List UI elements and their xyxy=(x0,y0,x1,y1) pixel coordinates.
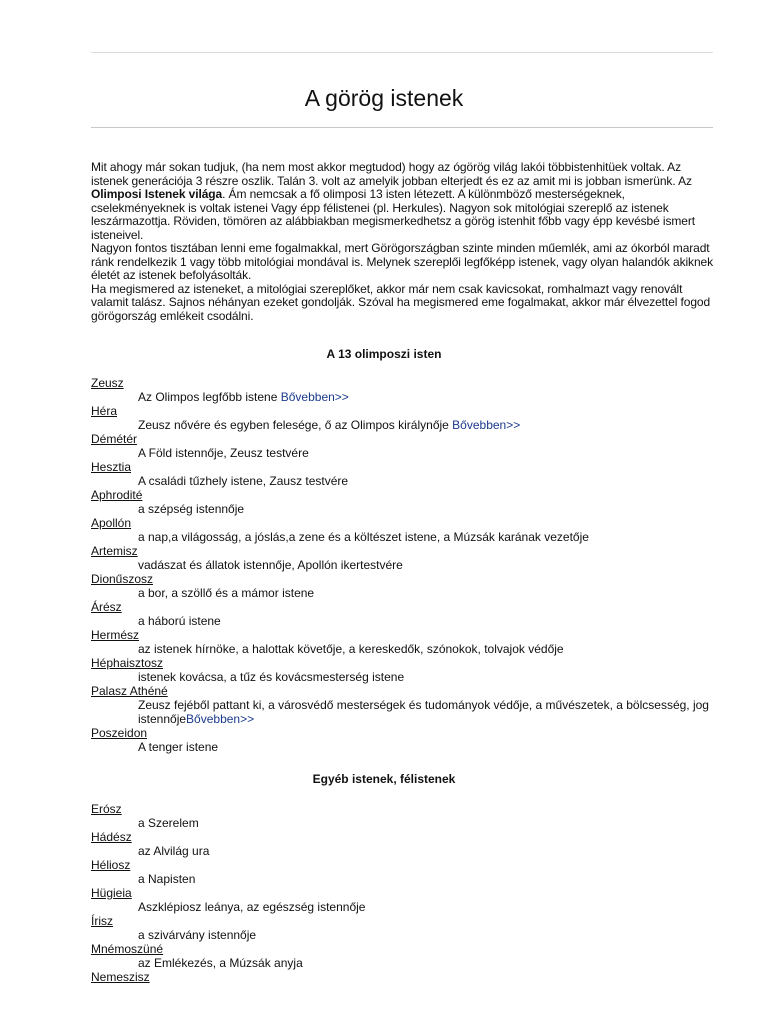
god-description-text: Az Olimpos legfőbb istene xyxy=(138,390,281,404)
god-entry xyxy=(91,376,721,404)
god-description xyxy=(91,816,721,830)
page-title: A görög istenek xyxy=(304,85,464,111)
section-heading-olympians: A 13 olimposzi isten xyxy=(326,347,442,361)
read-more-link[interactable]: Bővebben>> xyxy=(452,418,521,432)
read-more-link[interactable]: Bővebben>> xyxy=(186,712,255,726)
god-description xyxy=(91,558,721,572)
god-description xyxy=(91,418,721,432)
god-description-text: az istenek hírnöke, a halottak követője, a kereskedők, szónokok, tolvajok védője xyxy=(138,642,564,656)
god-description-text: a szivárvány istennője xyxy=(138,928,257,942)
god-description xyxy=(91,670,721,684)
intro-p2: Nagyon fontos tisztában lenni eme fogalmakkal, mert Görögországban szinte minden műemlék, ami az ókorból maradt ránk rendelkezik 1 vagy több mitológiai mondával is. Melynek szereplői legfőképp istenek, vagy olyan halandók akiknek életét az istenek befolyásolták. xyxy=(91,241,713,282)
god-name-link[interactable]: Zeusz xyxy=(91,376,124,390)
god-entry xyxy=(91,802,721,830)
god-entry xyxy=(91,628,721,656)
god-name-link[interactable]: Árész xyxy=(91,600,122,614)
god-description xyxy=(91,530,721,544)
olympian-gods-list xyxy=(91,376,721,754)
god-entry xyxy=(91,970,721,984)
god-description-text: A családi tűzhely istene, Zausz testvére xyxy=(138,474,349,488)
other-gods-list xyxy=(91,802,721,984)
god-description-text: A Föld istennője, Zeusz testvére xyxy=(138,446,309,460)
god-entry xyxy=(91,656,721,684)
god-description-text: vadászat és állatok istennője, Apollón ikertestvére xyxy=(138,558,403,572)
god-description xyxy=(91,614,721,628)
intro-p1-bold: Olimposi Istenek világa xyxy=(91,187,223,201)
god-description-text: az Alvilág ura xyxy=(138,844,210,858)
god-name-link[interactable]: Mnémoszüné xyxy=(91,942,164,956)
god-entry xyxy=(91,830,721,858)
god-name-link[interactable]: Artemisz xyxy=(91,544,138,558)
god-name-link[interactable]: Dionűszosz xyxy=(91,572,154,586)
god-entry xyxy=(91,942,721,970)
god-description-text: Aszklépiosz leánya, az egészség istennője xyxy=(138,900,366,914)
god-description xyxy=(91,872,721,886)
god-description-text: a bor, a szöllő és a mámor istene xyxy=(138,586,315,600)
god-description-text: a Napisten xyxy=(138,872,196,886)
god-entry xyxy=(91,914,721,942)
god-name-link[interactable]: Hádész xyxy=(91,830,132,844)
section-heading-other-gods: Egyéb istenek, félistenek xyxy=(312,772,456,786)
god-name-link[interactable]: Hermész xyxy=(91,628,140,642)
god-description xyxy=(91,642,721,656)
god-description xyxy=(91,956,721,970)
god-description xyxy=(91,900,721,914)
god-description xyxy=(91,740,721,754)
god-description-text: A tenger istene xyxy=(138,740,219,754)
god-name-link[interactable]: Apollón xyxy=(91,516,132,530)
intro-text xyxy=(91,161,717,323)
god-entry xyxy=(91,684,721,726)
god-name-link[interactable]: Írisz xyxy=(91,914,113,928)
god-name-link[interactable]: Démétér xyxy=(91,432,138,446)
god-name-link[interactable]: Hesztia xyxy=(91,460,132,474)
god-name-link[interactable]: Palasz Athéné xyxy=(91,684,168,698)
god-entry xyxy=(91,488,721,516)
god-description-text: a háború istene xyxy=(138,614,221,628)
top-divider xyxy=(91,52,713,53)
title-divider xyxy=(91,127,713,128)
god-description-text: az Emlékezés, a Múzsák anyja xyxy=(138,956,303,970)
god-entry xyxy=(91,516,721,544)
god-name-link[interactable]: Hügieia xyxy=(91,886,132,900)
god-description xyxy=(91,844,721,858)
god-entry xyxy=(91,544,721,572)
god-description-text: a szépség istennője xyxy=(138,502,245,516)
god-description xyxy=(91,502,721,516)
god-name-link[interactable]: Aphrodité xyxy=(91,488,143,502)
god-description xyxy=(91,446,721,460)
god-entry xyxy=(91,726,721,754)
god-description xyxy=(91,928,721,942)
god-entry xyxy=(91,600,721,628)
intro-p1-end: . Ám nemcsak a fő olimposi 13 isten létezett. A különmböző mesterségeknek, cselekményeknek is voltak istenei Vagy épp félistenei (pl. Herkules). Nagyon sok mitológiai szereplő az istenek leszármazottja. Röviden, tömören az alábbiakban megismerkedhetsz a görög istenhit főbb vagy épp kevésbé ismert isteneivel. xyxy=(91,187,695,242)
god-name-link[interactable]: Héphaisztosz xyxy=(91,656,164,670)
god-entry xyxy=(91,432,721,460)
god-name-link[interactable]: Nemeszisz xyxy=(91,970,150,984)
god-name-link[interactable]: Erósz xyxy=(91,802,122,816)
god-description-text: a nap,a világosság, a jóslás,a zene és a költészet istene, a Múzsák karának vezetője xyxy=(138,530,589,544)
god-description xyxy=(91,698,721,726)
god-description-text: a Szerelem xyxy=(138,816,199,830)
god-entry xyxy=(91,886,721,914)
god-entry xyxy=(91,858,721,886)
god-description-text: Zeusz nővére és egyben felesége, ő az Olimpos királynője xyxy=(138,418,453,432)
god-description-text: Zeusz fejéből pattant ki, a városvédő mesterségek és tudományok védője, a művészetek, a bölcsesség, jog istennője xyxy=(138,698,709,726)
god-name-link[interactable]: Poszeidon xyxy=(91,726,148,740)
god-description xyxy=(91,390,721,404)
god-description xyxy=(91,586,721,600)
read-more-link[interactable]: Bővebben>> xyxy=(280,390,349,404)
intro-p1-start: Mit ahogy már sokan tudjuk, (ha nem most akkor megtudod) hogy az ógörög világ lakói többistenhitüek voltak. Az istenek generációja 3 részre oszlik. Talán 3. volt az amelyik jobban elterjedt és ez az amit mi is jobban ismerünk. Az xyxy=(91,160,692,188)
god-name-link[interactable]: Héliosz xyxy=(91,858,131,872)
intro-p3: Ha megismered az isteneket, a mitológiai szereplőket, akkor már nem csak kavicsokat, romhalmazt vagy renovált valamit talász. Sajnos néhányan ezeket gondolják. Szóval ha megismered eme fogalmakat, akkor már élvezettel fogod görögország emlékeit csodálni. xyxy=(91,281,711,323)
god-description-text: istenek kovácsa, a tűz és kovácsmesterség istene xyxy=(138,670,405,684)
god-entry xyxy=(91,404,721,432)
god-name-link[interactable]: Héra xyxy=(91,404,118,418)
god-entry xyxy=(91,460,721,488)
god-entry xyxy=(91,572,721,600)
god-description xyxy=(91,474,721,488)
